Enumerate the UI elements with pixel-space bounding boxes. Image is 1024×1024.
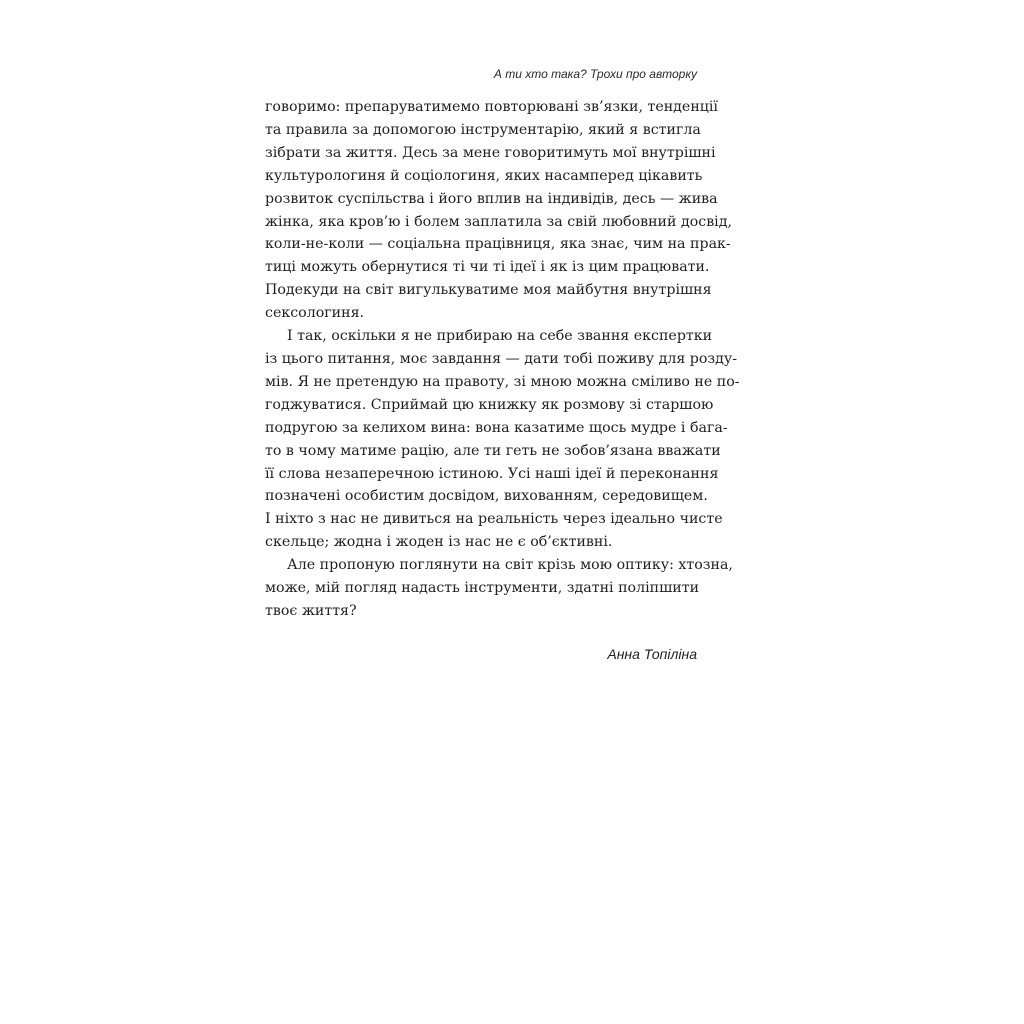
body-text — [265, 96, 740, 623]
text-line: скельце; жодна і жоден із нас не є об’єктивні. — [265, 534, 613, 551]
paragraph-1 — [265, 96, 732, 325]
text-line: говоримо: препаруватимемо повторювані зв’язки, тенденції — [265, 99, 718, 115]
text-line: та правила за допомогою інструментарію, який я встигла — [265, 121, 701, 138]
text-line: тиці можуть обернутися ті чи ті ідеї і як із цим працювати. — [265, 259, 710, 276]
text-line: її слова незаперечною істиною. Усі наші ідеї й переконання — [265, 465, 719, 482]
text-line: жінка, яка кров’ю і болем заплатила за свій любовний досвід, — [265, 213, 732, 230]
text-line-indented — [265, 325, 725, 348]
text-line: зібрати за життя. Десь за мене говоритимуть мої внутрішні — [265, 144, 716, 161]
paragraph-3 — [265, 554, 733, 623]
running-header: А ти хто така? Трохи про авторку — [493, 67, 697, 81]
text-line-content: І так, оскільки я не прибираю на себе звання експертки — [287, 328, 713, 345]
text-line: розвиток суспільства і його вплив на індивідів, десь — жива — [265, 190, 718, 207]
text-line: годжуватися. Сприймай цю книжку як розмову зі старшою — [265, 396, 714, 413]
text-line-content: Але пропоную поглянути на світ крізь мою оптику: хтозна, — [287, 557, 733, 574]
text-line: може, мій погляд надасть інструменти, здатні поліпшити — [265, 580, 700, 597]
text-line: мів. Я не претендую на правоту, зі мною можна сміливо не по- — [265, 373, 740, 390]
text-line: подругою за келихом вина: вона казатиме щось мудре і бага- — [265, 419, 728, 436]
text-line: сексологиня. — [265, 305, 365, 322]
paragraph-2 — [265, 325, 740, 554]
text-line: із цього питання, моє завдання — дати тобі поживу для розду- — [265, 350, 738, 367]
text-line: коли-не-коли — соціальна працівниця, яка знає, чим на прак- — [265, 236, 731, 253]
text-line: то в чому матиме рацію, але ти геть не зобов’язана вважати — [265, 442, 721, 459]
text-line: позначені особистим досвідом, вихованням, середовищем. — [265, 488, 708, 505]
text-line: І ніхто з нас не дивиться на реальність через ідеально чисте — [265, 511, 723, 528]
text-line: культурологиня й соціологиня, яких насамперед цікавить — [265, 167, 703, 184]
author-signature: Анна Топіліна — [607, 646, 697, 662]
text-line: Подекуди на світ вигулькуватиме моя майбутня внутрішня — [265, 282, 712, 299]
text-line-indented — [265, 554, 733, 577]
text-line: твоє життя? — [265, 602, 357, 619]
